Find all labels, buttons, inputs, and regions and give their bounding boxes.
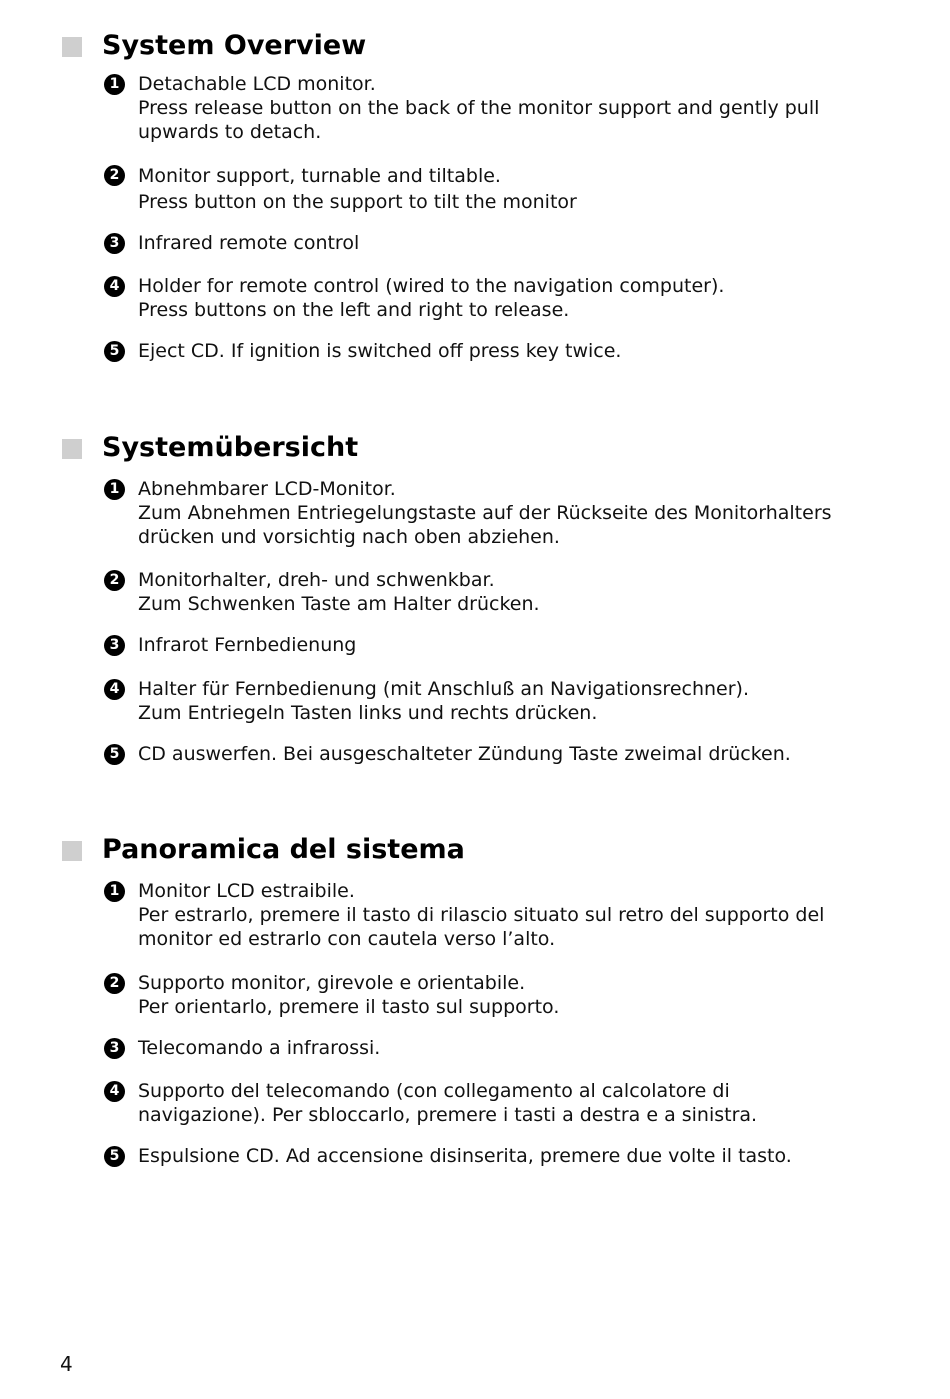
item-line: Halter für Fernbedienung (mit Anschluß an Navigationsrechner). (138, 678, 749, 700)
item-text (138, 72, 868, 144)
number-badge: 2 (104, 570, 125, 591)
item-text (138, 163, 868, 215)
section-title: System Overview (102, 30, 367, 61)
number-badge: 5 (104, 744, 125, 765)
item-line: Press button on the support to tilt the monitor (138, 191, 577, 213)
item-line: Detachable LCD monitor. (138, 73, 376, 95)
item-line: Per estrarlo, premere il tasto di rilascio situato sul retro del supporto del (138, 904, 825, 926)
number-badge: 4 (104, 679, 125, 700)
number-badge: 1 (104, 881, 125, 902)
item-line: Infrared remote control (138, 232, 360, 254)
item-line: Press buttons on the left and right to release. (138, 299, 570, 321)
item-text (138, 677, 868, 725)
number-badge: 4 (104, 1081, 125, 1102)
number-badge: 2 (104, 165, 125, 186)
item-line: Monitor LCD estraibile. (138, 880, 355, 902)
number-badge: 3 (104, 233, 125, 254)
number-badge: 2 (104, 973, 125, 994)
item-text (138, 1144, 868, 1168)
section-heading-row (0, 832, 950, 868)
item-line: Zum Abnehmen Entriegelungstaste auf der Rückseite des Monitorhalters (138, 502, 832, 524)
item-text (138, 274, 868, 322)
item-text (138, 971, 868, 1019)
item-line: Abnehmbarer LCD-Monitor. (138, 478, 396, 500)
number-badge: 1 (104, 74, 125, 95)
item-line: Zum Entriegeln Tasten links und rechts drücken. (138, 702, 598, 724)
section-heading-row (0, 430, 950, 466)
item-line: Espulsione CD. Ad accensione disinserita, premere due volte il tasto. (138, 1145, 792, 1167)
page-number: 4 (60, 1352, 73, 1376)
section-title: Systemübersicht (102, 432, 359, 463)
item-line: Eject CD. If ignition is switched off press key twice. (138, 340, 622, 362)
item-line: upwards to detach. (138, 121, 322, 143)
item-line: Press release button on the back of the monitor support and gently pull (138, 97, 820, 119)
item-text (138, 1079, 868, 1127)
number-badge: 3 (104, 1038, 125, 1059)
item-text (138, 568, 868, 616)
item-line: Holder for remote control (wired to the navigation computer). (138, 275, 725, 297)
item-text (138, 879, 868, 951)
item-line: Telecomando a infrarossi. (138, 1037, 381, 1059)
item-text (138, 477, 868, 549)
item-text (138, 1036, 868, 1060)
section-heading-row (0, 28, 950, 64)
section-marker-square (62, 37, 82, 57)
item-line: Zum Schwenken Taste am Halter drücken. (138, 593, 540, 615)
item-line: Monitor support, turnable and tiltable. (138, 165, 501, 187)
item-line: Supporto del telecomando (con collegamento al calcolatore di (138, 1080, 730, 1102)
number-badge: 3 (104, 635, 125, 656)
item-line: navigazione). Per sbloccarlo, premere i tasti a destra e a sinistra. (138, 1104, 758, 1126)
item-text (138, 339, 868, 363)
number-badge: 4 (104, 276, 125, 297)
item-text (138, 231, 868, 255)
item-line: monitor ed estrarlo con cautela verso l’alto. (138, 928, 556, 950)
item-line: Infrarot Fernbedienung (138, 634, 357, 656)
section-marker-square (62, 841, 82, 861)
item-line: Supporto monitor, girevole e orientabile. (138, 972, 526, 994)
section-title: Panoramica del sistema (102, 834, 465, 865)
item-line: CD auswerfen. Bei ausgeschalteter Zündung Taste zweimal drücken. (138, 743, 791, 765)
item-text (138, 742, 868, 766)
item-line: Monitorhalter, dreh- und schwenkbar. (138, 569, 495, 591)
number-badge: 1 (104, 479, 125, 500)
item-line: drücken und vorsichtig nach oben abziehen. (138, 526, 560, 548)
section-marker-square (62, 439, 82, 459)
number-badge: 5 (104, 1146, 125, 1167)
item-line: Per orientarlo, premere il tasto sul supporto. (138, 996, 560, 1018)
number-badge: 5 (104, 341, 125, 362)
item-text (138, 633, 868, 657)
